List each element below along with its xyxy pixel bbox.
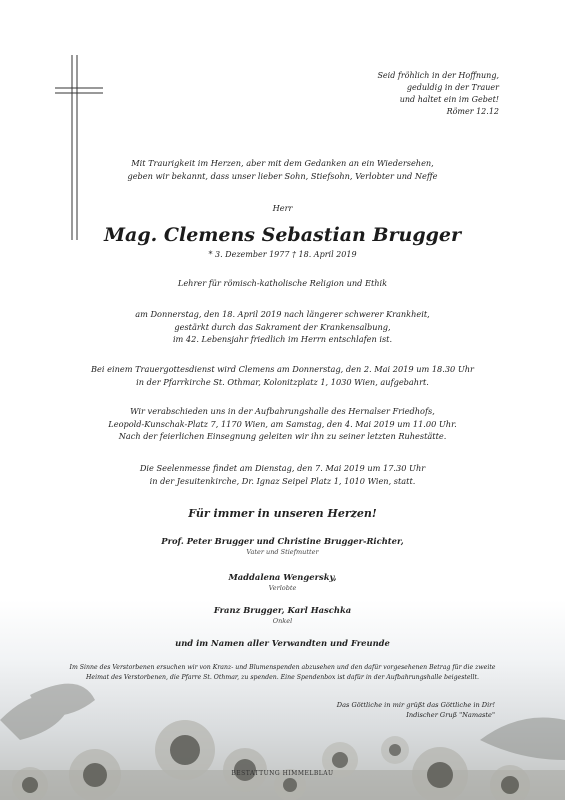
salutation-text: Herr (272, 203, 293, 213)
service-info (40, 363, 525, 388)
closing-quote (295, 700, 495, 720)
mourner-entry (40, 604, 525, 626)
note-line: Heimat des Verstorbenen, die Pfarre St. Othmar, zu spenden. Eine Spendenbox ist dafür in der Aufbahrungshalle beigestellt. (86, 674, 479, 681)
salutation (40, 202, 525, 215)
cross-icon (0, 0, 120, 260)
family-line: und im Namen aller Verwandten und Freunde (175, 638, 390, 648)
service-line: Bei einem Trauergottesdienst wird Clemens am Donnerstag, den 2. Mai 2019 um 18.30 Uhr (91, 364, 474, 374)
mourner-role: Verlobte (268, 584, 297, 592)
intro-line: geben wir bekannt, dass unser lieber Sohn, Stiefsohn, Verlobter und Neffe (127, 170, 438, 181)
verse-line: geduldig in der Trauer (406, 83, 499, 92)
mourner-name: Maddalena Wengersky, (228, 572, 337, 582)
quote-line: Das Göttliche in mir grüßt das Göttliche in Dir! (336, 701, 495, 709)
farewell-line: Wir verabschieden uns in der Aufbahrungshalle des Hernalser Friedhofs, (130, 406, 435, 416)
verse-line: Seid fröhlich in der Hoffnung, (377, 71, 499, 80)
mourner-entry (40, 535, 525, 557)
note-line: Im Sinne des Verstorbenen ersuchen wir von Kranz- und Blumenspenden abzusehen und den dafür vorgesehenen Betrag für die zweite (69, 664, 496, 671)
death-notice (40, 308, 525, 346)
verse-reference: Römer 12.12 (446, 107, 499, 116)
mass-line: in der Jesuitenkirche, Dr. Ignaz Seipel Platz 1, 1010 Wien, statt. (149, 475, 416, 486)
mourner-name: Franz Brugger, Karl Haschka (213, 605, 352, 615)
mourner-role: Onkel (272, 617, 293, 625)
death-line: gestärkt durch das Sakrament der Krankensalbung, (174, 321, 391, 332)
profession-text: Lehrer für römisch-katholische Religion und Ethik (177, 278, 388, 288)
bible-verse (339, 70, 499, 118)
mass-info (40, 462, 525, 487)
funeral-home-footer: BESTATTUNG HIMMELBLAU (231, 770, 334, 777)
service-line: in der Pfarrkirche St. Othmar, Kolonitzplatz 1, 1030 Wien, aufgebahrt. (136, 376, 429, 387)
death-line: im 42. Lebensjahr friedlich im Herrn entschlafen ist. (172, 334, 393, 344)
intro-text (40, 157, 525, 182)
mourner-entry (40, 571, 525, 593)
farewell-line: Nach der feierlichen Einsegnung geleiten wir ihn zu seiner letzten Ruhestätte. (118, 431, 447, 441)
heart-line: Für immer in unseren Herzen! (188, 507, 377, 520)
profession (40, 277, 525, 290)
mourner-name: Prof. Peter Brugger und Christine Brugger-Richter, (161, 536, 404, 546)
mourner-role: Vater und Stiefmutter (246, 548, 319, 556)
death-line: am Donnerstag, den 18. April 2019 nach längerer schwerer Krankheit, (135, 309, 430, 319)
deceased-name: Mag. Clemens Sebastian Brugger (104, 224, 461, 246)
quote-attribution: Indischer Gruß "Namaste" (406, 711, 495, 719)
intro-line: Mit Traurigkeit im Herzen, aber mit dem Gedanken an ein Wiedersehen, (131, 158, 434, 168)
mass-line: Die Seelenmesse findet am Dienstag, den 7. Mai 2019 um 17.30 Uhr (139, 463, 426, 473)
life-dates: * 3. Dezember 1977 † 18. April 2019 (208, 250, 357, 259)
farewell-line: Leopold-Kunschak-Platz 7, 1170 Wien, am Samstag, den 4. Mai 2019 um 11.00 Uhr. (108, 418, 457, 429)
verse-line: und haltet ein im Gebet! (399, 95, 499, 104)
donation-note (52, 663, 513, 683)
farewell-info (40, 405, 525, 443)
